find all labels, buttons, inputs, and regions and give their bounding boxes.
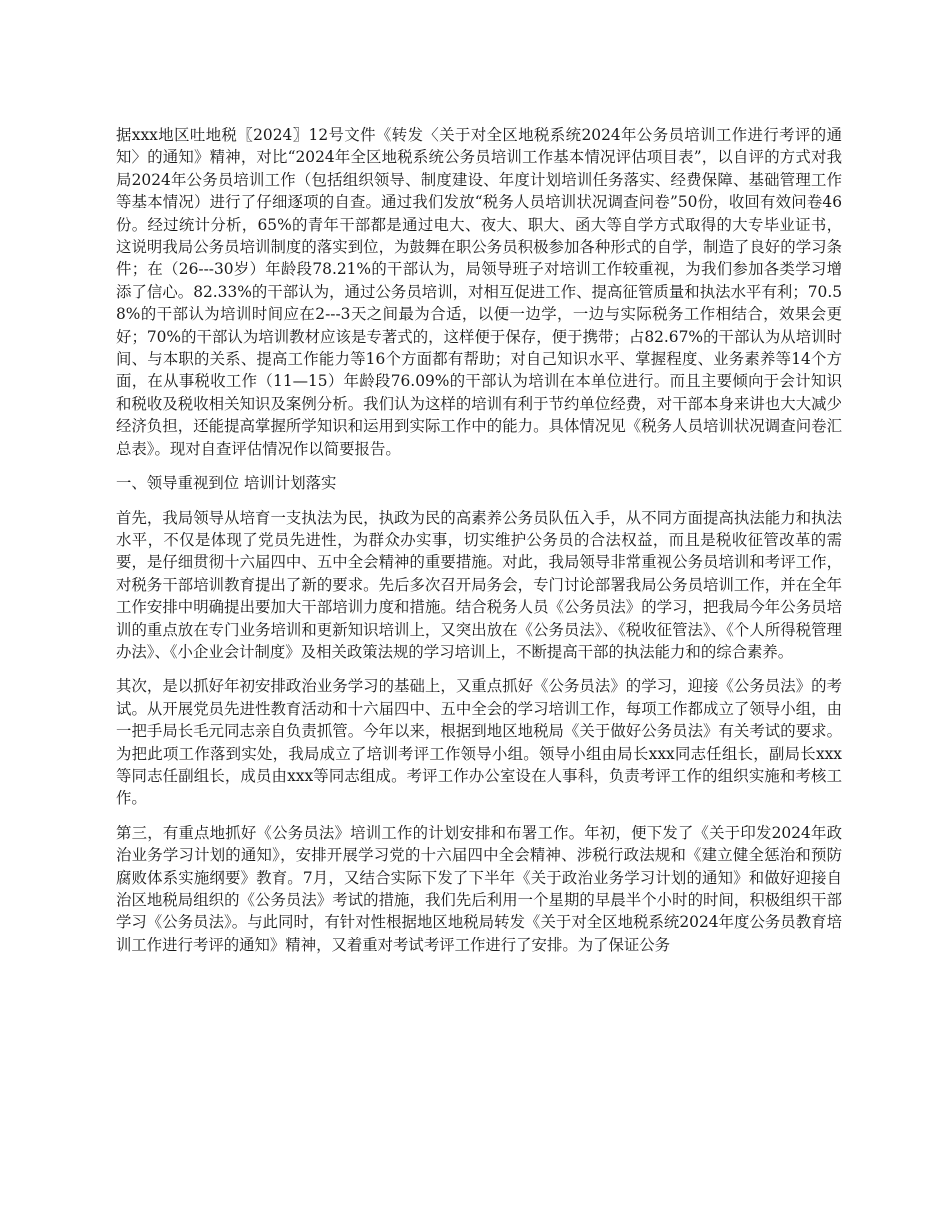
paragraph-third: 第三，有重点地抓好《公务员法》培训工作的计划安排和布署工作。年初，便下发了《关于印发2024年政治业务学习计划的通知》，安排开展学习党的十六届四中全会精神、涉税行政法规和《建立健全惩治和预防腐败体系实施纲要》教育。7月，又结合实际下发了下半年《关于政治业务学习计划的通知》和做好迎接自治区地税局组织的《公务员法》考试的措施，我们先后利用一个星期的早晨半个小时的时间，积极组织干部学习《公务员法》。与此同时，有针对性根据地区地税局转发《关于对全区地税系统2024年度公务员教育培训工作进行考评的通知》精神，又着重对考试考评工作进行了安排。为了保证公务 (116, 823, 842, 954)
section-heading: 一、领导重视到位 培训计划落实 (116, 474, 337, 493)
document-page (116, 124, 842, 968)
paragraph-first: 首先，我局领导从培育一支执法为民，执政为民的高素养公务员队伍入手，从不同方面提高执法能力和执法水平，不仅是体现了党员先进性，为群众办实事，切实维护公务员的合法权益，而且是税收征管改革的需要，是仔细贯彻十六届四中、五中全会精神的重要措施。对此，我局领导非常重视公务员培训和考评工作，对税务干部培训教育提出了新的要求。先后多次召开局务会，专门讨论部署我局公务员培训工作，并在全年工作安排中明确提出要加大干部培训力度和措施。结合税务人员《公务员法》的学习，把我局今年公务员培训的重点放在专门业务培训和更新知识培训上，又突出放在《公务员法》、《税收征管法》、《个人所得税管理办法》、《小企业会计制度》及相关政策法规的学习培训上，不断提高干部的执法能力和的综合素养。 (116, 508, 842, 661)
paragraph-second: 其次，是以抓好年初安排政治业务学习的基础上，又重点抓好《公务员法》的学习，迎接《公务员法》的考试。从开展党员先进性教育活动和十六届四中、五中全会的学习培训工作，每项工作都成立了领导小组，由一把手局长毛元同志亲自负责抓管。今年以来，根据到地区地税局《关于做好公务员法》有关考试的要求。为把此项工作落到实处，我局成立了培训考评工作领导小组。领导小组由局长xxx同志任组长，副局长xxx等同志任副组长，成员由xxx等同志组成。考评工作办公室设在人事科，负责考评工作的组织实施和考核工作。 (116, 677, 842, 808)
intro-paragraph: 据xxx地区吐地税〖2024〗12号文件《转发〈关于对全区地税系统2024年公务员培训工作进行考评的通知〉的通知》精神，对比“2024年全区地税系统公务员培训工作基本情况评估项目表”，以自评的方式对我局2024年公务员培训工作（包括组织领导、制度建设、年度计划培训任务落实、经费保障、基础管理工作等基本情况）进行了仔细逐项的自查。通过我们发放“税务人员培训状况调查问卷”50份，收回有效问卷46份。经过统计分析，65%的青年干部都是通过电大、夜大、职大、函大等自学方式取得的大专毕业证书，这说明我局公务员培训制度的落实到位，为鼓舞在职公务员积极参加各种形式的自学，制造了良好的学习条件；在（26---30岁）年龄段78.21%的干部认为，局领导班子对培训工作较重视，为我们参加各类学习增添了信心。82.33%的干部认为，通过公务员培训，对相互促进工作、提高征管质量和执法水平有利；70.58%的干部认为培训时间应在2---3天之间最为合适，以便一边学，一边与实际税务工作相结合，效果会更好；70%的干部认为培训教材应该是专著式的，这样便于保存，便于携带；占82.67%的干部认为从培训时间、与本职的关系、提高工作能力等16个方面都有帮助；对自己知识水平、掌握程度、业务素养等14个方面，在从事税收工作（11—15）年龄段76.09%的干部认为培训在本单位进行。而且主要倾向于会计知识和税收及税收相关知识及案例分析。我们认为这样的培训有利于节约单位经费，对干部本身来讲也大大减少经济负担，还能提高掌握所学知识和运用到实际工作中的能力。具体情况见《税务人员培训状况调查问卷汇总表》。现对自查评估情况作以简要报告。 (116, 126, 842, 458)
